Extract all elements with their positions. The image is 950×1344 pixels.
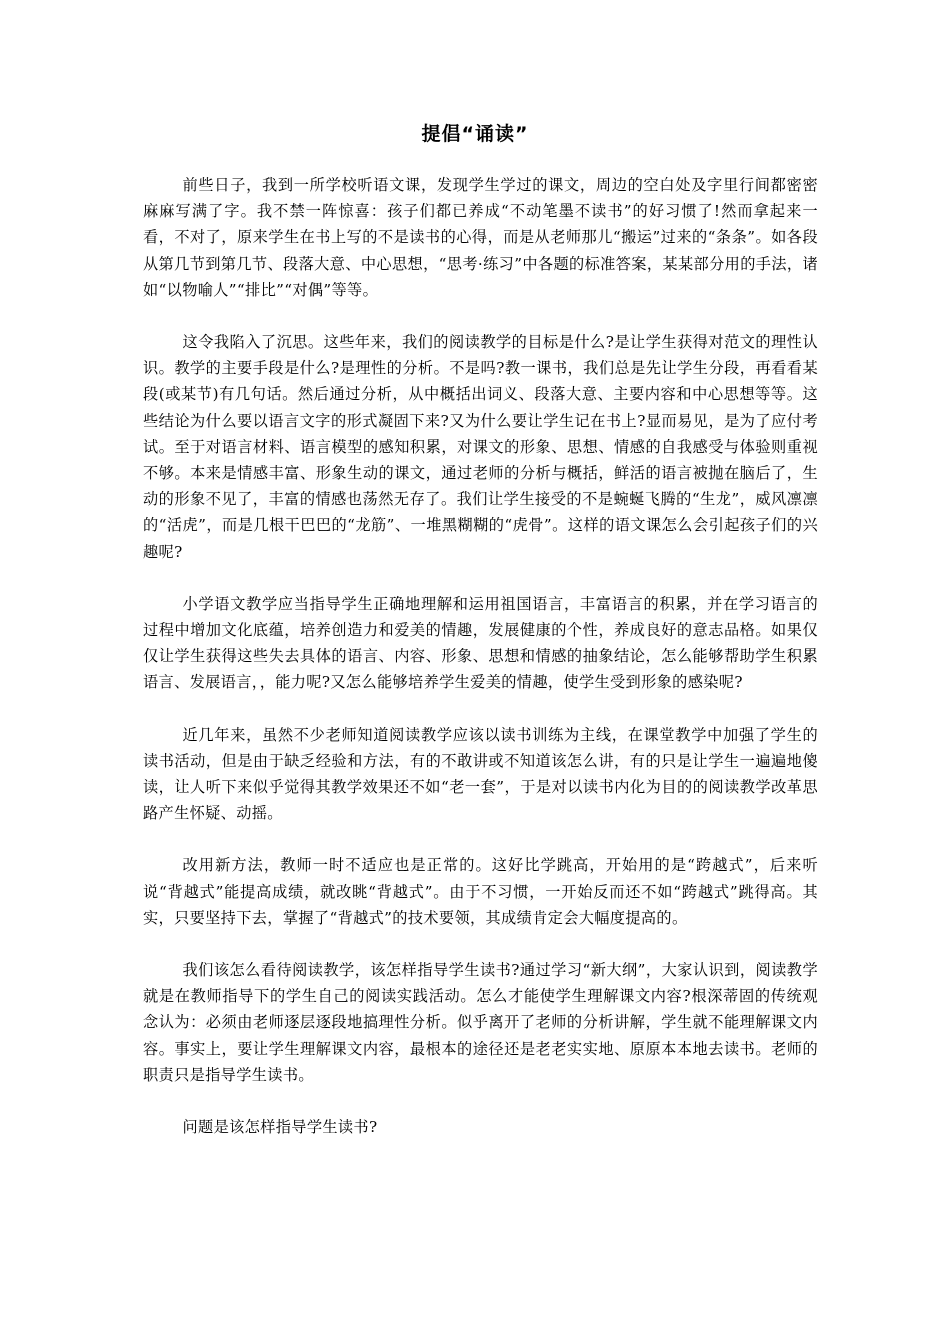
paragraph-6: 我们该怎么看待阅读教学，该怎样指导学生读书?通过学习“新大纲”，大家认识到，阅读教学就是在教师指导下的学生自己的阅读实践活动。怎么才能使学生理解课文内容?根深蒂固的传统观念认为：必须由老师逐层逐段地搞理性分析。似乎离开了老师的分析讲解，学生就不能理解课文内容。事实上，要让学生理解课文内容，最根本的途径还是老老实实地、原原本本地去读书。老师的职责只是指导学生读书。	[143, 961, 818, 1084]
paragraph-3: 小学语文教学应当指导学生正确地理解和运用祖国语言，丰富语言的积累，并在学习语言的过程中增加文化底蕴，培养创造力和爱美的情趣，发展健康的个性，养成良好的意志品格。如果仅仅让学生获得这些失去具体的语言、内容、形象、思想和情感的抽象结论，怎么能够帮助学生积累语言、发展语言，，能力呢?又怎么能够培养学生爱美的情趣，使学生受到形象的感染呢?	[143, 594, 818, 692]
paragraph-1: 前些日子，我到一所学校听语文课，发现学生学过的课文，周边的空白处及字里行间都密密麻麻写满了字。我不禁一阵惊喜：孩子们都已养成“不动笔墨不读书”的好习惯了!然而拿起来一看，不对了，原来学生在书上写的不是读书的心得，而是从老师那儿“搬运”过来的“条条”。如各段从第几节到第几节、段落大意、中心思想，“思考·练习”中各题的标准答案，某某部分用的手法，诸如“以物喻人”“排比”“对偶”等等。	[143, 176, 818, 299]
paragraph-7: 问题是该怎样指导学生读书?	[182, 1118, 378, 1137]
paragraph-2: 这令我陷入了沉思。这些年来，我们的阅读教学的目标是什么?是让学生获得对范文的理性认识。教学的主要手段是什么?是理性的分析。不是吗?教一课书，我们总是先让学生分段，再看看某段(或某节)有几句话。然后通过分析，从中概括出词义、段落大意、主要内容和中心思想等等。这些结论为什么要以语言文字的形式凝固下来?又为什么要让学生记在书上?显而易见，是为了应付考试。至于对语言材料、语言模型的感知积累，对课文的形象、思想、情感的自我感受与体验则重视不够。本来是情感丰富、形象生动的课文，通过老师的分析与概括，鲜活的语言被抛在脑后了，生动的形象不见了，丰富的情感也荡然无存了。我们让学生接受的不是蜿蜒飞腾的“生龙”，威风凛凛的“活虎”，而是几根干巴巴的“龙筋”、一堆黑糊糊的“虎骨”。这样的语文课怎么会引起孩子们的兴趣呢?	[143, 333, 818, 561]
article-body	[143, 172, 818, 1166]
paragraph-5: 改用新方法，教师一时不适应也是正常的。这好比学跳高，开始用的是“跨越式”，后来听说“背越式”能提高成绩，就改眺“背越式”。由于不习惯，一开始反而还不如“跨越式”跳得高。其实，只要坚持下去，掌握了“背越式”的技术要领，其成绩肯定会大幅度提高的。	[143, 856, 818, 927]
page-title: 提倡“诵读”	[421, 123, 529, 145]
paragraph-4: 近几年来，虽然不少老师知道阅读教学应该以读书训练为主线，在课堂教学中加强了学生的读书活动，但是由于缺乏经验和方法，有的不敢讲或不知道该怎么讲，有的只是让学生一遍遍地傻读，让人听下来似乎觉得其教学效果还不如“老一套”，于是对以读书内化为目的的阅读教学改革思路产生怀疑、动摇。	[143, 725, 818, 823]
